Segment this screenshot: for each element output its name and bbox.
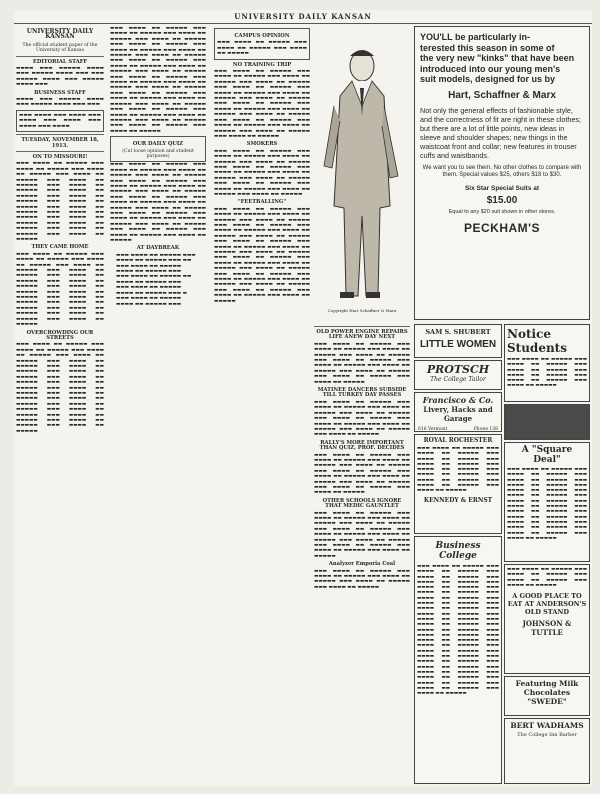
daybreak-heading: AT DAYBREAK [136,245,180,252]
featuring-ad [504,676,590,716]
newspaper-page [14,10,592,786]
power-engine-heading: OLD POWER ENGINE REPAIRS LIFE ANEW DAY NEXT [316,329,408,341]
campus-opinion-heading: CAMPUS OPINION [234,33,290,39]
business-college-title: Business College [435,541,481,561]
editorial-heading-3: OVERCROWDING OUR STREETS [26,329,94,341]
masthead: UNIVERSITY DAILY KANSAN [14,12,592,24]
staff-heading: EDITORIAL STAFF [32,58,88,65]
cleaning-ad [504,404,590,440]
matinee-heading: MATINEE DANCERS SUBSIDE TILL TURKEY DAY PASSES [317,387,407,399]
notice-students-ad: Notice Students ▬▬▬ ▬▬▬▬ ▬▬ ▬▬▬▬▬ ▬▬▬ ▬▬▬▬ ▬▬ ▬▬▬▬▬ ▬▬▬ ▬▬▬▬ ▬▬ ▬▬▬▬▬ ▬▬▬ ▬▬▬▬ ▬▬ ▬▬▬▬▬ ▬▬▬ ▬▬▬▬ ▬▬ ▬▬▬▬▬ ▬▬▬ ▬▬▬▬ ▬▬ ▬▬▬▬▬ [504,324,590,402]
editorial-heading-1: ON TO MISSOURI! [32,153,88,160]
paper-subtitle: The official student paper of the University of Kansas [22,42,98,54]
issue-date: TUESDAY, NOVEMBER 18, 1913. [21,137,99,149]
feetballing-heading: "FEETBALLING" [237,199,287,206]
suit-illustration [314,26,410,316]
royal-rochester-ad: ROYAL ROCHESTER ▬▬▬ ▬▬▬▬ ▬▬ ▬▬▬▬▬ ▬▬▬ ▬▬▬▬ ▬▬ ▬▬▬▬▬ ▬▬▬ ▬▬▬▬ ▬▬ ▬▬▬▬▬ ▬▬▬ ▬▬▬▬ ▬▬ ▬▬▬▬▬ ▬▬▬ ▬▬▬▬ ▬▬ ▬▬▬▬▬ ▬▬▬ ▬▬▬▬ ▬▬ ▬▬▬▬▬ ▬▬▬ ▬▬▬▬ ▬▬ ▬▬▬▬▬ ▬▬▬ ▬▬▬▬ ▬▬ ▬▬▬▬▬ ▬▬▬ ▬▬▬▬ ▬▬ ▬▬▬▬▬ KENNEDY & ERNST [414,434,502,534]
francisco-phone: Phone 138 [473,427,498,432]
hsm-line-3: the very new "kinks" that have been [420,53,575,63]
rally-heading: RALLY'S MORE IMPORTANT THAN QUIZ, PROF. DECIDES [319,439,405,452]
good-place-title: A GOOD PLACE TO EAT AT ANDERSON'S OLD STAND [507,592,587,617]
editorial-heading-2: THEY CAME HOME [31,244,89,251]
barber-sub: The College Inn Barber [517,732,577,738]
editorial-body-2: ▬▬▬ ▬▬▬▬ ▬▬ ▬▬▬▬▬ ▬▬▬ ▬▬▬▬ ▬▬ ▬▬▬▬▬ ▬▬▬ ▬▬▬▬ ▬▬ ▬▬▬▬▬ ▬▬▬ ▬▬▬▬ ▬▬ ▬▬▬▬▬ ▬▬▬ ▬▬▬▬ ▬▬ ▬▬▬▬▬ ▬▬▬ ▬▬▬▬ ▬▬ ▬▬▬▬▬ ▬▬▬ ▬▬▬▬ ▬▬ ▬▬▬▬▬ ▬▬▬ ▬▬▬▬ ▬▬ ▬▬▬▬▬ ▬▬▬ ▬▬▬▬ ▬▬ ▬▬▬▬▬ ▬▬▬ ▬▬▬▬ ▬▬ ▬▬▬▬▬ ▬▬▬ ▬▬▬▬ ▬▬ ▬▬▬▬▬ ▬▬▬ ▬▬▬▬ ▬▬ ▬▬▬▬▬ ▬▬▬ ▬▬▬▬ ▬▬ ▬▬▬▬▬ ▬▬▬ ▬▬▬▬ ▬▬ ▬▬▬▬▬ [16,251,104,328]
hsm-line-4: introduced into our young men's [420,63,561,74]
business-heading: BUSINESS STAFF [34,89,86,96]
hsm-six-star: Six Star Special Suits at [464,184,540,192]
shubert-ad [414,324,502,358]
square-deal-title: A "Square Deal" [521,445,573,465]
coal-heading: Analyzer Emporia Coal [328,561,396,568]
daily-quiz-sub: (Cut loose opinion and student purposes) [122,148,194,159]
bert-wadhams-ad [504,718,590,784]
good-place-ad: ▬▬▬ ▬▬▬▬ ▬▬ ▬▬▬▬▬ ▬▬▬ ▬▬▬▬ ▬▬ ▬▬▬▬▬ ▬▬▬ ▬▬▬▬ ▬▬ ▬▬▬▬▬ ▬▬▬ ▬▬▬▬ ▬▬ ▬▬▬▬▬ A GOOD PLACE TO EAT AT ANDERSON'S OLD STAND JOHNSON & TUTTLE [504,564,590,674]
campus-opinion-box: CAMPUS OPINION ▬▬▬ ▬▬▬▬ ▬▬ ▬▬▬▬▬ ▬▬▬ ▬▬▬▬ ▬▬ ▬▬▬▬▬ ▬▬▬ ▬▬▬▬ ▬▬ ▬▬▬▬▬ [214,28,310,60]
kennedy-ernst: KENNEDY & ERNST [423,496,493,504]
column-three: CAMPUS OPINION ▬▬▬ ▬▬▬▬ ▬▬ ▬▬▬▬▬ ▬▬▬ ▬▬▬▬ ▬▬ ▬▬▬▬▬ ▬▬▬ ▬▬▬▬ ▬▬ ▬▬▬▬▬ NO TRAINING TRIP ▬▬▬ ▬▬▬▬ ▬▬ ▬▬▬▬▬ ▬▬▬ ▬▬▬▬ ▬▬ ▬▬▬▬▬ ▬▬▬ ▬▬▬▬ ▬▬ ▬▬▬▬▬ ▬▬▬ ▬▬▬▬ ▬▬ ▬▬▬▬▬ ▬▬▬ ▬▬▬▬ ▬▬ ▬▬▬▬▬ ▬▬▬ ▬▬▬▬ ▬▬ ▬▬▬▬▬ ▬▬▬ ▬▬▬▬ ▬▬ ▬▬▬▬▬ ▬▬▬ ▬▬▬▬ ▬▬ ▬▬▬▬▬ ▬▬▬ ▬▬▬▬ ▬▬ ▬▬▬▬▬ ▬▬▬ ▬▬▬▬ ▬▬ ▬▬▬▬▬ ▬▬▬ ▬▬▬▬ ▬▬ ▬▬▬▬▬ ▬▬▬ ▬▬▬▬ ▬▬ ▬▬▬▬▬ ▬▬▬ ▬▬▬▬ ▬▬ ▬▬▬▬▬ ▬▬▬ ▬▬▬▬ ▬▬ ▬▬▬▬▬ ▬▬▬ ▬▬▬▬ ▬▬ ▬▬▬▬▬ ▬▬▬ ▬▬▬▬ ▬▬ ▬▬▬▬▬ ▬▬▬ ▬▬▬▬ ▬▬ ▬▬▬▬▬ SMOKERS ▬▬▬ ▬▬▬▬ ▬▬ ▬▬▬▬▬ ▬▬▬ ▬▬▬▬ ▬▬ ▬▬▬▬▬ ▬▬▬ ▬▬▬▬ ▬▬ ▬▬▬▬▬ ▬▬▬ ▬▬▬▬ ▬▬ ▬▬▬▬▬ ▬▬▬ ▬▬▬▬ ▬▬ ▬▬▬▬▬ ▬▬▬ ▬▬▬▬ ▬▬ ▬▬▬▬▬ ▬▬▬ ▬▬▬▬ ▬▬ ▬▬▬▬▬ ▬▬▬ ▬▬▬▬ ▬▬ ▬▬▬▬▬ ▬▬▬ ▬▬▬▬ ▬▬ ▬▬▬▬▬ ▬▬▬ ▬▬▬▬ ▬▬ ▬▬▬▬▬ ▬▬▬ ▬▬▬▬ ▬▬ ▬▬▬▬▬ ▬▬▬ ▬▬▬▬ ▬▬ ▬▬▬▬▬ "FEETBALLING" ▬▬▬ ▬▬▬▬ ▬▬ ▬▬▬▬▬ ▬▬▬ ▬▬▬▬ ▬▬ ▬▬▬▬▬ ▬▬▬ ▬▬▬▬ ▬▬ ▬▬▬▬▬ ▬▬▬ ▬▬▬▬ ▬▬ ▬▬▬▬▬ ▬▬▬ ▬▬▬▬ ▬▬ ▬▬▬▬▬ ▬▬▬ ▬▬▬▬ ▬▬ ▬▬▬▬▬ ▬▬▬ ▬▬▬▬ ▬▬ ▬▬▬▬▬ ▬▬▬ ▬▬▬▬ ▬▬ ▬▬▬▬▬ ▬▬▬ ▬▬▬▬ ▬▬ ▬▬▬▬▬ ▬▬▬ ▬▬▬▬ ▬▬ ▬▬▬▬▬ ▬▬▬ ▬▬▬▬ ▬▬ ▬▬▬▬▬ ▬▬▬ ▬▬▬▬ ▬▬ ▬▬▬▬▬ ▬▬▬ ▬▬▬▬ ▬▬ ▬▬▬▬▬ ▬▬▬ ▬▬▬▬ ▬▬ ▬▬▬▬▬ ▬▬▬ ▬▬▬▬ ▬▬ ▬▬▬▬▬ ▬▬▬ ▬▬▬▬ ▬▬ ▬▬▬▬▬ ▬▬▬ ▬▬▬▬ ▬▬ ▬▬▬▬▬ ▬▬▬ ▬▬▬▬ ▬▬ ▬▬▬▬▬ ▬▬▬ ▬▬▬▬ ▬▬ ▬▬▬▬▬ ▬▬▬ ▬▬▬▬ ▬▬ ▬▬▬▬▬ ▬▬▬ ▬▬▬▬ ▬▬ ▬▬▬▬▬ ▬▬▬ ▬▬▬▬ ▬▬ ▬▬▬▬▬ ▬▬▬ ▬▬▬▬ ▬▬ ▬▬▬▬▬ [214,26,310,786]
man-in-suit-drawing [314,26,410,316]
hsm-want: We want you to see them. No other clothes to compare with them. Special values $25, others $18 to $30. [422,164,582,178]
little-women: LITTLE WOMEN [419,339,497,350]
col2-body-mid: ▬▬▬ ▬▬▬▬ ▬▬ ▬▬▬▬▬ ▬▬▬ ▬▬▬▬ ▬▬ ▬▬▬▬▬ ▬▬▬ ▬▬▬▬ ▬▬ ▬▬▬▬▬ ▬▬▬ ▬▬▬▬ ▬▬ ▬▬▬▬▬ ▬▬▬ ▬▬▬▬ ▬▬ ▬▬▬▬▬ ▬▬▬ ▬▬▬▬ ▬▬ ▬▬▬▬▬ ▬▬▬ ▬▬▬▬ ▬▬ ▬▬▬▬▬ ▬▬▬ ▬▬▬▬ ▬▬ ▬▬▬▬▬ ▬▬▬ ▬▬▬▬ ▬▬ ▬▬▬▬▬ ▬▬▬ ▬▬▬▬ ▬▬ ▬▬▬▬▬ ▬▬▬ ▬▬▬▬ ▬▬ ▬▬▬▬▬ ▬▬▬ ▬▬▬▬ ▬▬ ▬▬▬▬▬ ▬▬▬ ▬▬▬▬ ▬▬ ▬▬▬▬▬ ▬▬▬ ▬▬▬▬ ▬▬ ▬▬▬▬▬ ▬▬▬ ▬▬▬▬ ▬▬ ▬▬▬▬▬ ▬▬▬ ▬▬▬▬ ▬▬ ▬▬▬▬▬ ▬▬▬ ▬▬▬▬ ▬▬ ▬▬▬▬▬ ▬▬▬ ▬▬▬▬ ▬▬ ▬▬▬▬▬ ▬▬▬ ▬▬▬▬ ▬▬ ▬▬▬▬▬ [110,162,206,244]
square-deal-ad: A "Square Deal" ▬▬▬ ▬▬▬▬ ▬▬ ▬▬▬▬▬ ▬▬▬ ▬▬▬▬ ▬▬ ▬▬▬▬▬ ▬▬▬ ▬▬▬▬ ▬▬ ▬▬▬▬▬ ▬▬▬ ▬▬▬▬ ▬▬ ▬▬▬▬▬ ▬▬▬ ▬▬▬▬ ▬▬ ▬▬▬▬▬ ▬▬▬ ▬▬▬▬ ▬▬ ▬▬▬▬▬ ▬▬▬ ▬▬▬▬ ▬▬ ▬▬▬▬▬ ▬▬▬ ▬▬▬▬ ▬▬ ▬▬▬▬▬ ▬▬▬ ▬▬▬▬ ▬▬ ▬▬▬▬▬ ▬▬▬ ▬▬▬▬ ▬▬ ▬▬▬▬▬ ▬▬▬ ▬▬▬▬ ▬▬ ▬▬▬▬▬ ▬▬▬ ▬▬▬▬ ▬▬ ▬▬▬▬▬ ▬▬▬ ▬▬▬▬ ▬▬ ▬▬▬▬▬ ▬▬▬ ▬▬▬▬ ▬▬ ▬▬▬▬▬ [504,442,590,562]
francisco-address: 616 Vermont [418,427,448,432]
students-title: Students [507,341,567,355]
hsm-line-1: YOU'LL be particularly in- [420,32,530,42]
column-four: OLD POWER ENGINE REPAIRS LIFE ANEW DAY NEXT ▬▬▬ ▬▬▬▬ ▬▬ ▬▬▬▬▬ ▬▬▬ ▬▬▬▬ ▬▬ ▬▬▬▬▬ ▬▬▬ ▬▬▬▬ ▬▬ ▬▬▬▬▬ ▬▬▬ ▬▬▬▬ ▬▬ ▬▬▬▬▬ ▬▬▬ ▬▬▬▬ ▬▬ ▬▬▬▬▬ ▬▬▬ ▬▬▬▬ ▬▬ ▬▬▬▬▬ ▬▬▬ ▬▬▬▬ ▬▬ ▬▬▬▬▬ ▬▬▬ ▬▬▬▬ ▬▬ ▬▬▬▬▬ ▬▬▬ ▬▬▬▬ ▬▬ ▬▬▬▬▬ ▬▬▬ ▬▬▬▬ ▬▬ ▬▬▬▬▬ MATINEE DANCERS SUBSIDE TILL TURKEY DAY PASSES ▬▬▬ ▬▬▬▬ ▬▬ ▬▬▬▬▬ ▬▬▬ ▬▬▬▬ ▬▬ ▬▬▬▬▬ ▬▬▬ ▬▬▬▬ ▬▬ ▬▬▬▬▬ ▬▬▬ ▬▬▬▬ ▬▬ ▬▬▬▬▬ ▬▬▬ ▬▬▬▬ ▬▬ ▬▬▬▬▬ ▬▬▬ ▬▬▬▬ ▬▬ ▬▬▬▬▬ ▬▬▬ ▬▬▬▬ ▬▬ ▬▬▬▬▬ ▬▬▬ ▬▬▬▬ ▬▬ ▬▬▬▬▬ ▬▬▬ ▬▬▬▬ ▬▬ ▬▬▬▬▬ RALLY'S MORE IMPORTANT THAN QUIZ, PROF. DECIDES ▬▬▬ ▬▬▬▬ ▬▬ ▬▬▬▬▬ ▬▬▬ ▬▬▬▬ ▬▬ ▬▬▬▬▬ ▬▬▬ ▬▬▬▬ ▬▬ ▬▬▬▬▬ ▬▬▬ ▬▬▬▬ ▬▬ ▬▬▬▬▬ ▬▬▬ ▬▬▬▬ ▬▬ ▬▬▬▬▬ ▬▬▬ ▬▬▬▬ ▬▬ ▬▬▬▬▬ ▬▬▬ ▬▬▬▬ ▬▬ ▬▬▬▬▬ ▬▬▬ ▬▬▬▬ ▬▬ ▬▬▬▬▬ ▬▬▬ ▬▬▬▬ ▬▬ ▬▬▬▬▬ ▬▬▬ ▬▬▬▬ ▬▬ ▬▬▬▬▬ OTHER SCHOOLS IGNORE THAT MEDIC GAUNTLET ▬▬▬ ▬▬▬▬ ▬▬ ▬▬▬▬▬ ▬▬▬ ▬▬▬▬ ▬▬ ▬▬▬▬▬ ▬▬▬ ▬▬▬▬ ▬▬ ▬▬▬▬▬ ▬▬▬ ▬▬▬▬ ▬▬ ▬▬▬▬▬ ▬▬▬ ▬▬▬▬ ▬▬ ▬▬▬▬▬ ▬▬▬ ▬▬▬▬ ▬▬ ▬▬▬▬▬ ▬▬▬ ▬▬▬▬ ▬▬ ▬▬▬▬▬ ▬▬▬ ▬▬▬▬ ▬▬ ▬▬▬▬▬ ▬▬▬ ▬▬▬▬ ▬▬ ▬▬▬▬▬ ▬▬▬ ▬▬▬▬ ▬▬ ▬▬▬▬▬ ▬▬▬ ▬▬▬▬ ▬▬ ▬▬▬▬▬ Analyzer Emporia Coal ▬▬▬ ▬▬▬▬ ▬▬ ▬▬▬▬▬ ▬▬▬ ▬▬▬▬ ▬▬ ▬▬▬▬▬ ▬▬▬ ▬▬▬▬ ▬▬ ▬▬▬▬▬ ▬▬▬ ▬▬▬▬ ▬▬ ▬▬▬▬▬ ▬▬▬ ▬▬▬▬ ▬▬ ▬▬▬▬▬ [314,324,410,784]
editorial-body-3: ▬▬▬ ▬▬▬▬ ▬▬ ▬▬▬▬▬ ▬▬▬ ▬▬▬▬ ▬▬ ▬▬▬▬▬ ▬▬▬ ▬▬▬▬ ▬▬ ▬▬▬▬▬ ▬▬▬ ▬▬▬▬ ▬▬ ▬▬▬▬▬ ▬▬▬ ▬▬▬▬ ▬▬ ▬▬▬▬▬ ▬▬▬ ▬▬▬▬ ▬▬ ▬▬▬▬▬ ▬▬▬ ▬▬▬▬ ▬▬ ▬▬▬▬▬ ▬▬▬ ▬▬▬▬ ▬▬ ▬▬▬▬▬ ▬▬▬ ▬▬▬▬ ▬▬ ▬▬▬▬▬ ▬▬▬ ▬▬▬▬ ▬▬ ▬▬▬▬▬ ▬▬▬ ▬▬▬▬ ▬▬ ▬▬▬▬▬ ▬▬▬ ▬▬▬▬ ▬▬ ▬▬▬▬▬ ▬▬▬ ▬▬▬▬ ▬▬ ▬▬▬▬▬ ▬▬▬ ▬▬▬▬ ▬▬ ▬▬▬▬▬ ▬▬▬ ▬▬▬▬ ▬▬ ▬▬▬▬▬ ▬▬▬ ▬▬▬▬ ▬▬ ▬▬▬▬▬ ▬▬▬ ▬▬▬▬ ▬▬ ▬▬▬▬▬ [16,342,104,434]
training-trip-heading: NO TRAINING TRIP [232,61,292,68]
francisco-ad [414,392,502,432]
hsm-equal: Equal to any $20 suit shown in other stores. [448,208,556,215]
daybreak-poem: ▬▬▬ ▬▬▬▬ ▬▬ ▬▬▬▬▬ ▬▬▬ ▬▬▬▬ ▬▬ ▬▬▬▬▬ ▬▬▬ ▬▬ ▬▬▬ ▬▬▬▬ ▬▬ ▬▬▬▬▬ ▬▬▬▬ ▬▬ ▬▬▬▬▬ ▬▬▬ ▬▬▬ ▬▬▬▬ ▬▬ ▬▬▬▬▬ ▬▬ ▬▬▬▬ ▬▬ ▬▬▬▬▬ ▬▬▬ ▬▬▬ ▬▬▬▬ ▬▬ ▬▬▬▬▬ ▬▬▬▬ ▬▬ ▬▬▬▬▬ ▬▬▬ ▬ ▬▬▬ ▬▬▬▬ ▬▬ ▬▬▬▬▬ ▬▬▬▬ ▬▬ ▬▬▬▬▬ ▬▬▬ [116,252,196,307]
illustration-caption: Copyright Hart Schaffner & Marx [327,308,397,313]
col2-body-top: ▬▬▬ ▬▬▬▬ ▬▬ ▬▬▬▬▬ ▬▬▬ ▬▬▬▬ ▬▬ ▬▬▬▬▬ ▬▬▬ ▬▬▬▬ ▬▬ ▬▬▬▬▬ ▬▬▬ ▬▬▬▬ ▬▬ ▬▬▬▬▬ ▬▬▬ ▬▬▬▬ ▬▬ ▬▬▬▬▬ ▬▬▬ ▬▬▬▬ ▬▬ ▬▬▬▬▬ ▬▬▬ ▬▬▬▬ ▬▬ ▬▬▬▬▬ ▬▬▬ ▬▬▬▬ ▬▬ ▬▬▬▬▬ ▬▬▬ ▬▬▬▬ ▬▬ ▬▬▬▬▬ ▬▬▬ ▬▬▬▬ ▬▬ ▬▬▬▬▬ ▬▬▬ ▬▬▬▬ ▬▬ ▬▬▬▬▬ ▬▬▬ ▬▬▬▬ ▬▬ ▬▬▬▬▬ ▬▬▬ ▬▬▬▬ ▬▬ ▬▬▬▬▬ ▬▬▬ ▬▬▬▬ ▬▬ ▬▬▬▬▬ ▬▬▬ ▬▬▬▬ ▬▬ ▬▬▬▬▬ ▬▬▬ ▬▬▬▬ ▬▬ ▬▬▬▬▬ ▬▬▬ ▬▬▬▬ ▬▬ ▬▬▬▬▬ ▬▬▬ ▬▬▬▬ ▬▬ ▬▬▬▬▬ ▬▬▬ ▬▬▬▬ ▬▬ ▬▬▬▬▬ ▬▬▬ ▬▬▬▬ ▬▬ ▬▬▬▬▬ ▬▬▬ ▬▬▬▬ ▬▬ ▬▬▬▬▬ ▬▬▬ ▬▬▬▬ ▬▬ ▬▬▬▬▬ ▬▬▬ ▬▬▬▬ ▬▬ ▬▬▬▬▬ ▬▬▬ ▬▬▬▬ ▬▬ ▬▬▬▬▬ ▬▬▬ ▬▬▬▬ ▬▬ ▬▬▬▬▬ ▬▬▬ ▬▬▬▬ ▬▬ ▬▬▬▬▬ [110,26,206,134]
column-editorial [16,26,104,786]
hsm-body: Not only the general effects of fashionable style, and the correctness of fit are right in these clothes; but there are a lot of little points, new ideas in sleeve and shoulder shapes; new things in the waistcoat front and collar; new features in trouser cuffs and waistbands. [420,105,582,160]
protsch-ad [414,360,502,390]
smokers-heading: SMOKERS [246,141,278,148]
hsm-brand: Hart, Schaffner & Marx [448,89,556,101]
hsm-price: $15.00 [486,194,518,206]
bert-wadhams-title: BERT WADHAMS [510,721,584,730]
livery-text: Livery, Hacks and Garage [423,405,493,423]
notice-title: Notice [507,327,552,341]
protsch-sub: The College Tailor [430,376,486,383]
francisco-name: Francisco & Co. [422,395,494,405]
editorial-body-1: ▬▬▬ ▬▬▬▬ ▬▬ ▬▬▬▬▬ ▬▬▬ ▬▬▬▬ ▬▬ ▬▬▬▬▬ ▬▬▬ ▬▬▬▬ ▬▬ ▬▬▬▬▬ ▬▬▬ ▬▬▬▬ ▬▬ ▬▬▬▬▬ ▬▬▬ ▬▬▬▬ ▬▬ ▬▬▬▬▬ ▬▬▬ ▬▬▬▬ ▬▬ ▬▬▬▬▬ ▬▬▬ ▬▬▬▬ ▬▬ ▬▬▬▬▬ ▬▬▬ ▬▬▬▬ ▬▬ ▬▬▬▬▬ ▬▬▬ ▬▬▬▬ ▬▬ ▬▬▬▬▬ ▬▬▬ ▬▬▬▬ ▬▬ ▬▬▬▬▬ ▬▬▬ ▬▬▬▬ ▬▬ ▬▬▬▬▬ ▬▬▬ ▬▬▬▬ ▬▬ ▬▬▬▬▬ ▬▬▬ ▬▬▬▬ ▬▬ ▬▬▬▬▬ ▬▬▬ ▬▬▬▬ ▬▬ ▬▬▬▬▬ ▬▬▬ ▬▬▬▬ ▬▬ ▬▬▬▬▬ [16,161,104,242]
hsm-line-2: terested this season in some of [420,42,555,53]
business-college-ad: Business College ▬▬▬ ▬▬▬▬ ▬▬ ▬▬▬▬▬ ▬▬▬ ▬▬▬▬ ▬▬ ▬▬▬▬▬ ▬▬▬ ▬▬▬▬ ▬▬ ▬▬▬▬▬ ▬▬▬ ▬▬▬▬ ▬▬ ▬▬▬▬▬ ▬▬▬ ▬▬▬▬ ▬▬ ▬▬▬▬▬ ▬▬▬ ▬▬▬▬ ▬▬ ▬▬▬▬▬ ▬▬▬ ▬▬▬▬ ▬▬ ▬▬▬▬▬ ▬▬▬ ▬▬▬▬ ▬▬ ▬▬▬▬▬ ▬▬▬ ▬▬▬▬ ▬▬ ▬▬▬▬▬ ▬▬▬ ▬▬▬▬ ▬▬ ▬▬▬▬▬ ▬▬▬ ▬▬▬▬ ▬▬ ▬▬▬▬▬ ▬▬▬ ▬▬▬▬ ▬▬ ▬▬▬▬▬ ▬▬▬ ▬▬▬▬ ▬▬ ▬▬▬▬▬ ▬▬▬ ▬▬▬▬ ▬▬ ▬▬▬▬▬ ▬▬▬ ▬▬▬▬ ▬▬ ▬▬▬▬▬ ▬▬▬ ▬▬▬▬ ▬▬ ▬▬▬▬▬ ▬▬▬ ▬▬▬▬ ▬▬ ▬▬▬▬▬ ▬▬▬ ▬▬▬▬ ▬▬ ▬▬▬▬▬ ▬▬▬ ▬▬▬▬ ▬▬ ▬▬▬▬▬ ▬▬▬ ▬▬▬▬ ▬▬ ▬▬▬▬▬ ▬▬▬ ▬▬▬▬ ▬▬ ▬▬▬▬▬ ▬▬▬ ▬▬▬▬ ▬▬ ▬▬▬▬▬ ▬▬▬ ▬▬▬▬ ▬▬ ▬▬▬▬▬ ▬▬▬ ▬▬▬▬ ▬▬ ▬▬▬▬▬ ▬▬▬ ▬▬▬▬ ▬▬ ▬▬▬▬▬ [414,536,502,784]
daily-quiz-heading: OUR DAILY QUIZ [132,141,184,148]
hsm-store: PECKHAM'S [463,220,541,235]
featuring-title: Featuring Milk Chocolates "SWEDE" [515,679,579,706]
medic-heading: OTHER SCHOOLS IGNORE THAT MEDIC GAUNTLET [322,497,402,510]
royal-rochester-title: ROYAL ROCHESTER [423,437,493,444]
paper-title: UNIVERSITY DAILY KANSAN [26,28,94,41]
hart-schaffner-marx-ad [414,26,590,320]
johnson-tuttle: JOHNSON & TUTTLE [522,619,572,638]
shubert-name: SAM S. SHUBERT [425,328,491,336]
column-two [110,26,206,786]
daily-quiz-box [110,136,206,162]
notice-box: ▬▬▬ ▬▬▬▬ ▬▬▬ ▬▬▬▬ ▬▬▬ ▬▬▬▬ ▬▬▬ ▬▬▬▬ ▬▬▬ ▬▬▬▬ ▬▬▬ ▬▬▬▬ [16,110,104,132]
business-list: ▬▬▬▬ ▬▬▬ ▬▬▬▬▬ ▬▬▬▬ ▬▬▬ ▬▬▬▬▬ ▬▬▬▬ ▬▬▬ ▬▬▬ [16,97,104,108]
hsm-line-5: suit models, designed for us by [420,74,556,84]
protsch-name: PROTSCH [426,363,490,376]
staff-list: ▬▬▬▬ ▬▬▬ ▬▬▬▬▬ ▬▬▬▬ ▬▬▬ ▬▬▬▬▬ ▬▬▬▬ ▬▬▬ ▬▬▬ ▬▬▬▬▬ ▬▬▬▬ ▬▬▬ ▬▬▬▬▬ ▬▬▬▬ ▬▬▬ [16,66,104,88]
